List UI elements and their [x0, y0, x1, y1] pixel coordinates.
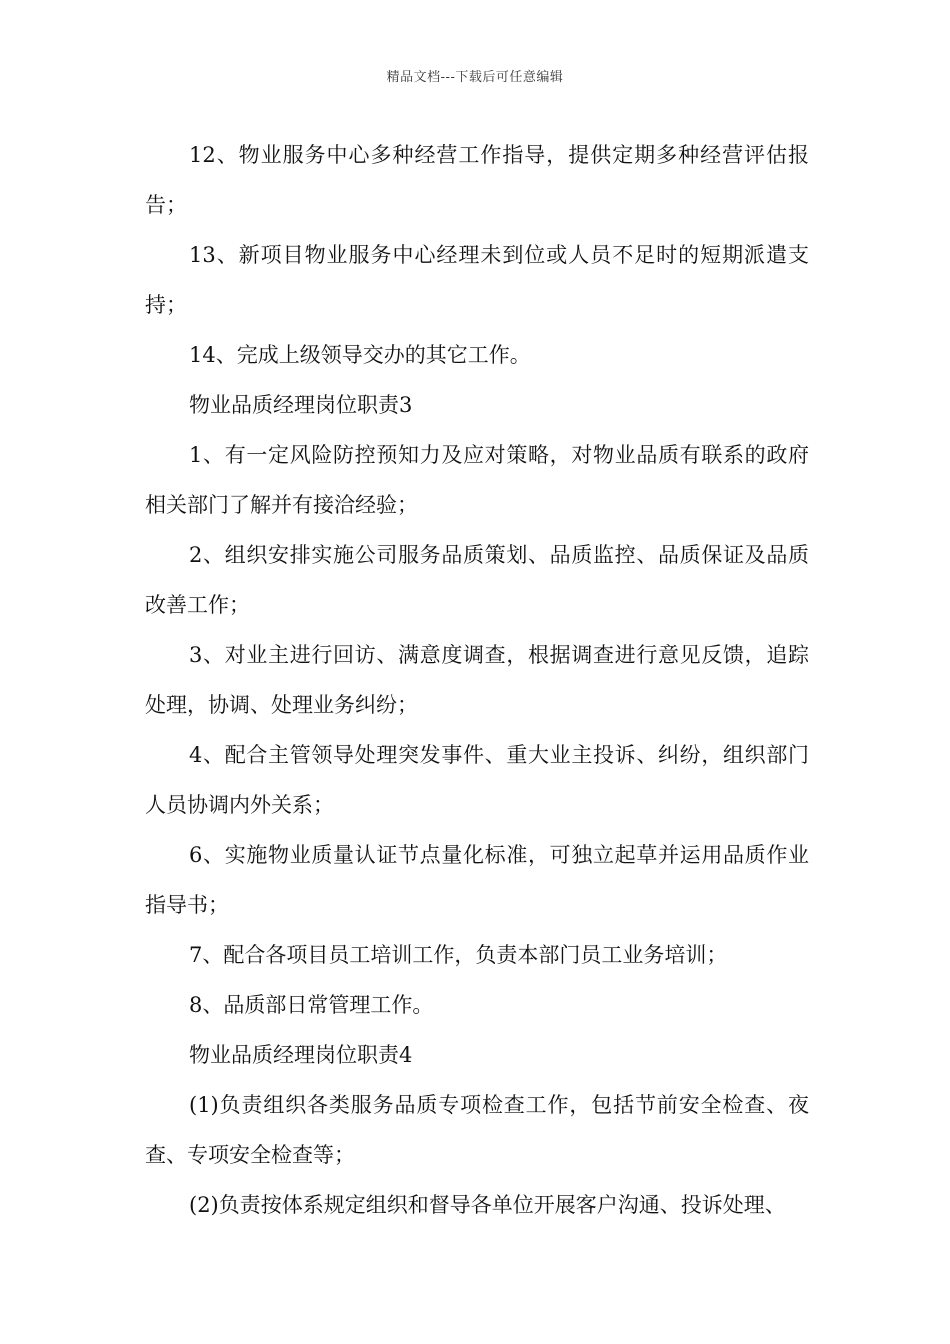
paragraph-item-7: 7、配合各项目员工培训工作，负责本部门员工业务培训； — [189, 943, 728, 967]
paragraph-item-6: 6、实施物业质量认证节点量化标准，可独立起草并运用品质作业指导书； — [145, 843, 809, 917]
section-heading-3: 物业品质经理岗位职责3 — [189, 393, 413, 417]
paragraph-item-p1: (1)负责组织各类服务品质专项检查工作，包括节前安全检查、夜查、专项安全检查等； — [145, 1093, 809, 1167]
paragraph-item-13: 13、新项目物业服务中心经理未到位或人员不足时的短期派遣支持； — [145, 243, 809, 317]
paragraph-item-1: 1、有一定风险防控预知力及应对策略，对物业品质有联系的政府相关部门了解并有接洽经验； — [145, 443, 809, 517]
paragraph-item-14: 14、完成上级领导交办的其它工作。 — [189, 343, 531, 367]
paragraph-item-2: 2、组织安排实施公司服务品质策划、品质监控、品质保证及品质改善工作； — [145, 543, 809, 617]
paragraph-item-4: 4、配合主管领导处理突发事件、重大业主投诉、纠纷，组织部门人员协调内外关系； — [145, 743, 809, 817]
paragraph-item-8: 8、品质部日常管理工作。 — [189, 993, 434, 1017]
paragraph-item-12: 12、物业服务中心多种经营工作指导，提供定期多种经营评估报告； — [145, 143, 809, 217]
section-heading-4: 物业品质经理岗位职责4 — [189, 1043, 413, 1067]
paragraph-item-p2: (2)负责按体系规定组织和督导各单位开展客户沟通、投诉处理、 — [189, 1193, 786, 1217]
page-header: 精品文档---下载后可任意编辑 — [386, 70, 564, 85]
paragraph-item-3: 3、对业主进行回访、满意度调查，根据调查进行意见反馈，追踪处理，协调、处理业务纠纷； — [145, 643, 809, 717]
document-body — [145, 130, 809, 1230]
